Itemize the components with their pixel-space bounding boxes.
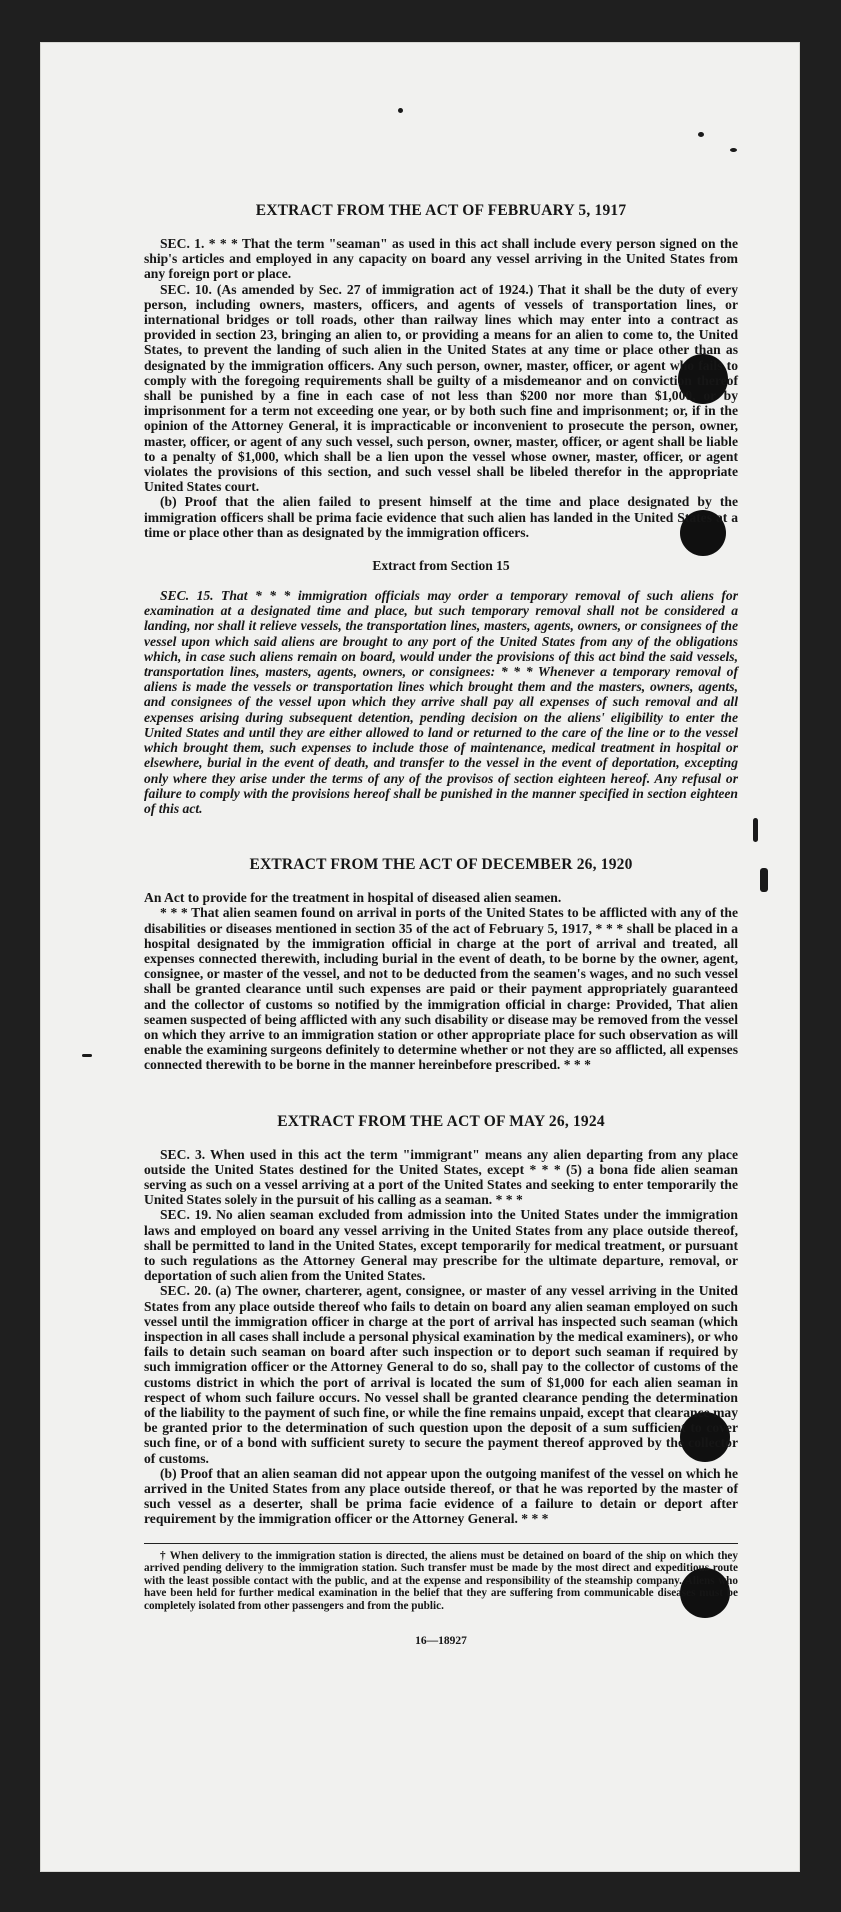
document-page (40, 42, 800, 1872)
paragraph-sec-15: SEC. 15. That * * * immigration officials may order a temporary removal of such aliens for examination at a designated time and place, but such temporary removal shall not be considered a landing, nor shall it relieve vessels, the transportation lines, masters, agents, owners, or consignees of the vessel upon which said aliens are brought to any port of the United States from any of the obligations which, in case such aliens remain on board, would under the provisions of this act bind the said vessels, transportation lines, masters, agents, owners, or consignees: * * * Whenever a temporary removal of aliens is made the vessels or transportation lines which brought them and the masters, owners, agents, and consignees of the vessel upon which they arrive shall pay all expenses of such removal and all expenses arising during subsequent detention, pending decision on the aliens' eligibility to enter the United States and until they are either allowed to land or returned to the care of the line or to the vessel which brought them, such expenses to include those of maintenance, medical treatment in hospital or elsewhere, burial in the event of death, and transfer to the vessel in the event of deportation, excepting only where they arise under the terms of any of the provisos of section eighteen hereof. Any refusal or failure to comply with the provisions hereof shall be punished in the manner specified in section eighteen of this act. (144, 588, 738, 816)
section-heading-1917: EXTRACT FROM THE ACT OF FEBRUARY 5, 1917 (255, 202, 627, 219)
section-heading-1920: EXTRACT FROM THE ACT OF DECEMBER 26, 1920 (249, 856, 633, 874)
paragraph-sec-19: SEC. 19. No alien seaman excluded from admission into the United States under the immigration laws and employed on board any vessel arriving in the United States from any place outside thereof, shall be permitted to land in the United States, except temporarily for medical treatment, or pursuant to such regulations as the Attorney General may prescribe for the ultimate departure, removal, or deportation of such alien from the United States. (144, 1207, 738, 1284)
footnote: † When delivery to the immigration station is directed, the aliens must be detained on board of the ship on which they arrived pending delivery to the immigration station. Such transfer must be made by the most direct and expeditious route with the least possible contact with the public, and at the expense and responsibility of the steamship company. Aliens who have been held for further medical examination in the belief that they are suffering from communicable diseases must be completely isolated from other passengers and from the public. (144, 1549, 738, 1612)
section-heading-sec-15: Extract from Section 15 (372, 558, 510, 574)
paragraph-sec-10: SEC. 10. (As amended by Sec. 27 of immigration act of 1924.) That it shall be the duty of every person, including owners, masters, officers, and agents of vessels of transportation lines, or international bridges or toll roads, other than railway lines which may enter into a contract as provided in section 23, bringing an alien to, or providing a means for an alien to come to, the United States, to prevent the landing of such alien in the United States at any time or place other than as designated by the immigration officers. Any such person, owner, master, officer, or agent who fails to comply with the foregoing requirements shall be guilty of a misdemeanor and on conviction thereof shall be punished by a fine in each case of not less than $200 nor more than $1,000, or by imprisonment for a term not exceeding one year, or by both such fine and imprisonment; or, if in the opinion of the Attorney General, it is impracticable or inconvenient to prosecute the person, owner, master, officer, or agent of any such vessel, such person, owner, master, officer, or agent shall be liable to a penalty of $1,000, which shall be a lien upon the vessel whose owner, master, officer, or agent violates the provisions of this section, and such vessel shall be libeled therefor in the appropriate United States court. (144, 281, 738, 495)
section-heading-1924: EXTRACT FROM THE ACT OF MAY 26, 1924 (277, 1112, 605, 1130)
form-code: 16—18927 (415, 1634, 467, 1647)
paragraph-sec-1: SEC. 1. * * * That the term "seaman" as used in this act shall include every person signed on the ship's articles and employed in any capacity on board any vessel arriving in the United States from any foreign port or place. (144, 236, 738, 282)
paragraph-sec-20-b: (b) Proof that an alien seaman did not appear upon the outgoing manifest of the vessel on which he arrived in the United States from any place outside thereof, or that he was reported by the master of such vessel as a deserter, shall be prima facie evidence of a failure to detain or deport after requirement by the immigration officer or the Attorney General. * * * (144, 1465, 738, 1527)
footnote-divider (144, 1543, 738, 1544)
speck (753, 818, 758, 842)
paragraph-sec-3: SEC. 3. When used in this act the term "immigrant" means any alien departing from any place outside the United States destined for the United States, except * * * (5) a bona fide alien seaman serving as such on a vessel arriving at a port of the United States and seeking to enter temporarily the United States solely in the pursuit of his calling as a seaman. * * * (144, 1146, 738, 1208)
speck (698, 132, 704, 137)
speck (730, 148, 737, 152)
speck (760, 868, 768, 892)
document-body (144, 162, 738, 1647)
paragraph-sec-20-a: SEC. 20. (a) The owner, charterer, agent, consignee, or master of any vessel arriving in the United States from any place outside thereof who fails to detain on board any alien seaman employed on such vessel until the immigration officer in charge at the port of arrival has inspected such seaman (which inspection in all cases shall include a personal physical examination by the medical examiners), or who fails to detain such seaman on board after such inspection or to deport such seaman if required by such immigration officer or the Attorney General to do so, shall pay to the collector of customs of the customs district in which the port of arrival is located the sum of $1,000 for each alien seaman in respect of whom such failure occurs. No vessel shall be granted clearance pending the determination of the liability to the payment of such fine, or while the fine remains unpaid, except that clearance may be granted prior to the determination of such question upon the deposit of a sum sufficient to cover such fine, or of a bond with sufficient surety to secure the payment thereof approved by the collector of customs. (144, 1283, 738, 1466)
speck (398, 108, 403, 113)
paragraph-hospital-treatment: * * * That alien seamen found on arrival in ports of the United States to be afflicted with any of the disabilities or diseases mentioned in section 35 of the act of February 5, 1917, * * * shall be placed in a hospital designated by the immigration official in charge at the port of arrival and treated, all expenses connected therewith, including burial in the event of death, to be borne by the owner, agent, consignee, or master of the vessel, and not to be deducted from the seamen's wages, and no such vessel shall be granted clearance until such expenses are paid or their payment appropriately guaranteed and the collector of customs so notified by the immigration official in charge: Provided, That alien seamen suspected of being afflicted with any such disability or disease may be removed from the vessel on which they arrive to an immigration station or other appropriate place for such observation as will enable the examining surgeons definitely to determine whether or not they are so afflicted, all expenses connected therewith to be borne in the manner hereinbefore prescribed. * * * (144, 905, 738, 1073)
paragraph-act-title: An Act to provide for the treatment in hospital of diseased alien seamen. (144, 890, 562, 906)
speck (82, 1054, 92, 1057)
paragraph-sec-10-b: (b) Proof that the alien failed to present himself at the time and place designated by the immigration officers shall be prima facie evidence that such alien has landed in the United States at a time or place other than as designated by the immigration officers. (144, 494, 738, 540)
